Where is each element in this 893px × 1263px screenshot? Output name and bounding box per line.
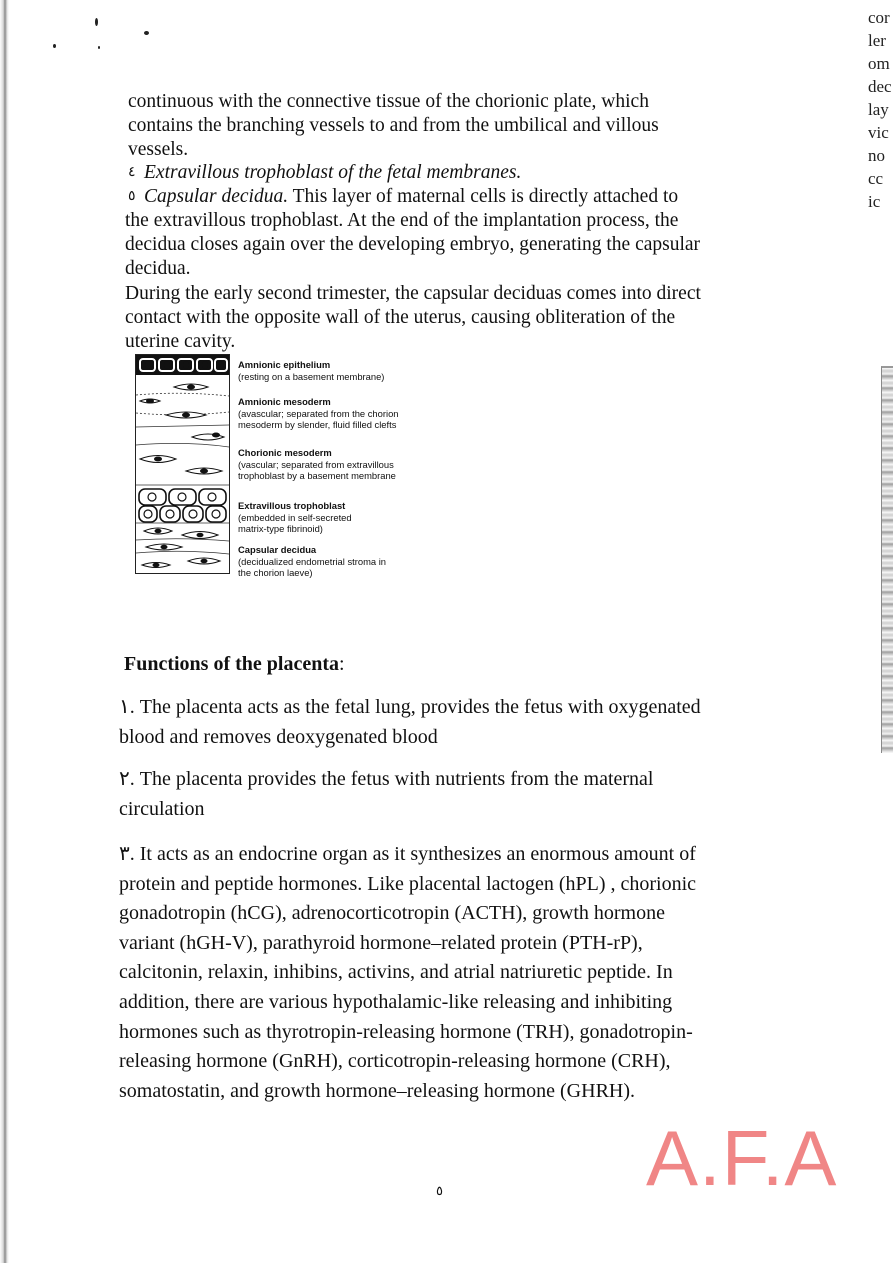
item-rest: This layer of maternal cells is directly attached to bbox=[288, 186, 679, 207]
section-heading: Functions of the placenta: bbox=[124, 653, 345, 675]
body-text-line: vessels. bbox=[128, 139, 189, 160]
figure-label-chorionic-mesoderm: Chorionic mesoderm (vascular; separated from extravillous trophoblast by a basement membrane bbox=[238, 447, 396, 481]
page-number: ٥ bbox=[436, 1183, 443, 1198]
scan-speck bbox=[98, 46, 100, 49]
function-item-2: ٢. The placenta provides the fetus with nutrients from the maternal circulation bbox=[119, 768, 654, 820]
item-number: ٢. bbox=[119, 768, 135, 790]
body-text-line: During the early second trimester, the capsular deciduas comes into direct bbox=[125, 283, 701, 304]
scan-speck bbox=[144, 31, 149, 35]
item-number: ٣. bbox=[119, 843, 135, 865]
scan-speck bbox=[95, 18, 98, 26]
fetal-membrane-diagram bbox=[135, 354, 230, 574]
item-first-line bbox=[144, 185, 678, 209]
body-text-line: decidua. bbox=[125, 258, 191, 279]
figure-label-extravillous-trophoblast: Extravillous trophoblast (embedded in self-secreted matrix-type fibrinoid) bbox=[238, 500, 352, 534]
body-text-line: the extravillous trophoblast. At the end of the implantation process, the bbox=[125, 210, 679, 231]
function-item-3: ٣. It acts as an endocrine organ as it synthesizes an enormous amount of protein and peptide hormones. Like placental lactogen (hPL) , chorionic gonadotropin (hCG), adrenocorticotropin (ACTH), growth hormone variant (hGH-V), parathyroid hormone–related protein (PTH-rP), calcitonin, relaxin, inhibins, activins, and atrial natriuretic peptide. In addition, there are various hypothalamic-like releasing and inhibiting hormones such as thyrotropin-releasing hormone (TRH), gonadotropin- releasing hormone (GnRH), corticotropin-releasing hormone (CRH), somatostatin, and growth hormone–releasing hormone (GHRH). bbox=[119, 843, 697, 1102]
figure-label-capsular-decidua: Capsular decidua (decidualized endometrial stroma in the chorion laeve) bbox=[238, 544, 386, 578]
function-item-1: ١. The placenta acts as the fetal lung, provides the fetus with oxygenated blood and removes deoxygenated blood bbox=[119, 696, 701, 748]
body-text-line: contains the branching vessels to and from the umbilical and villous bbox=[128, 115, 659, 136]
item-number: ٥ bbox=[128, 189, 136, 204]
body-text-line: continuous with the connective tissue of the chorionic plate, which bbox=[128, 91, 649, 112]
figure-label-amnionic-epithelium: Amnionic epithelium (resting on a basement membrane) bbox=[238, 359, 385, 382]
item-term: Capsular decidua. bbox=[144, 186, 289, 207]
adjacent-page-fragments: cor ler om dec lay vic no cc ic bbox=[868, 8, 892, 211]
body-text-line: decidua closes again over the developing embryo, generating the capsular bbox=[125, 234, 701, 255]
book-spine-shadow bbox=[0, 0, 9, 1263]
item-number: ١. bbox=[119, 696, 135, 718]
body-text-line: contact with the opposite wall of the uterus, causing obliteration of the bbox=[125, 307, 676, 328]
body-text-line: uterine cavity. bbox=[125, 331, 236, 352]
figure-label-amnionic-mesoderm: Amnionic mesoderm (avascular; separated from the chorion mesoderm by slender, fluid filled clefts bbox=[238, 396, 399, 430]
adjacent-page-figure bbox=[881, 366, 893, 753]
membrane-layers-illustration bbox=[136, 355, 229, 573]
watermark-text: A.F.A bbox=[646, 1114, 838, 1202]
item-number: ٤ bbox=[128, 165, 136, 180]
scan-speck bbox=[53, 44, 56, 48]
item-text: Extravillous trophoblast of the fetal membranes. bbox=[144, 162, 522, 183]
